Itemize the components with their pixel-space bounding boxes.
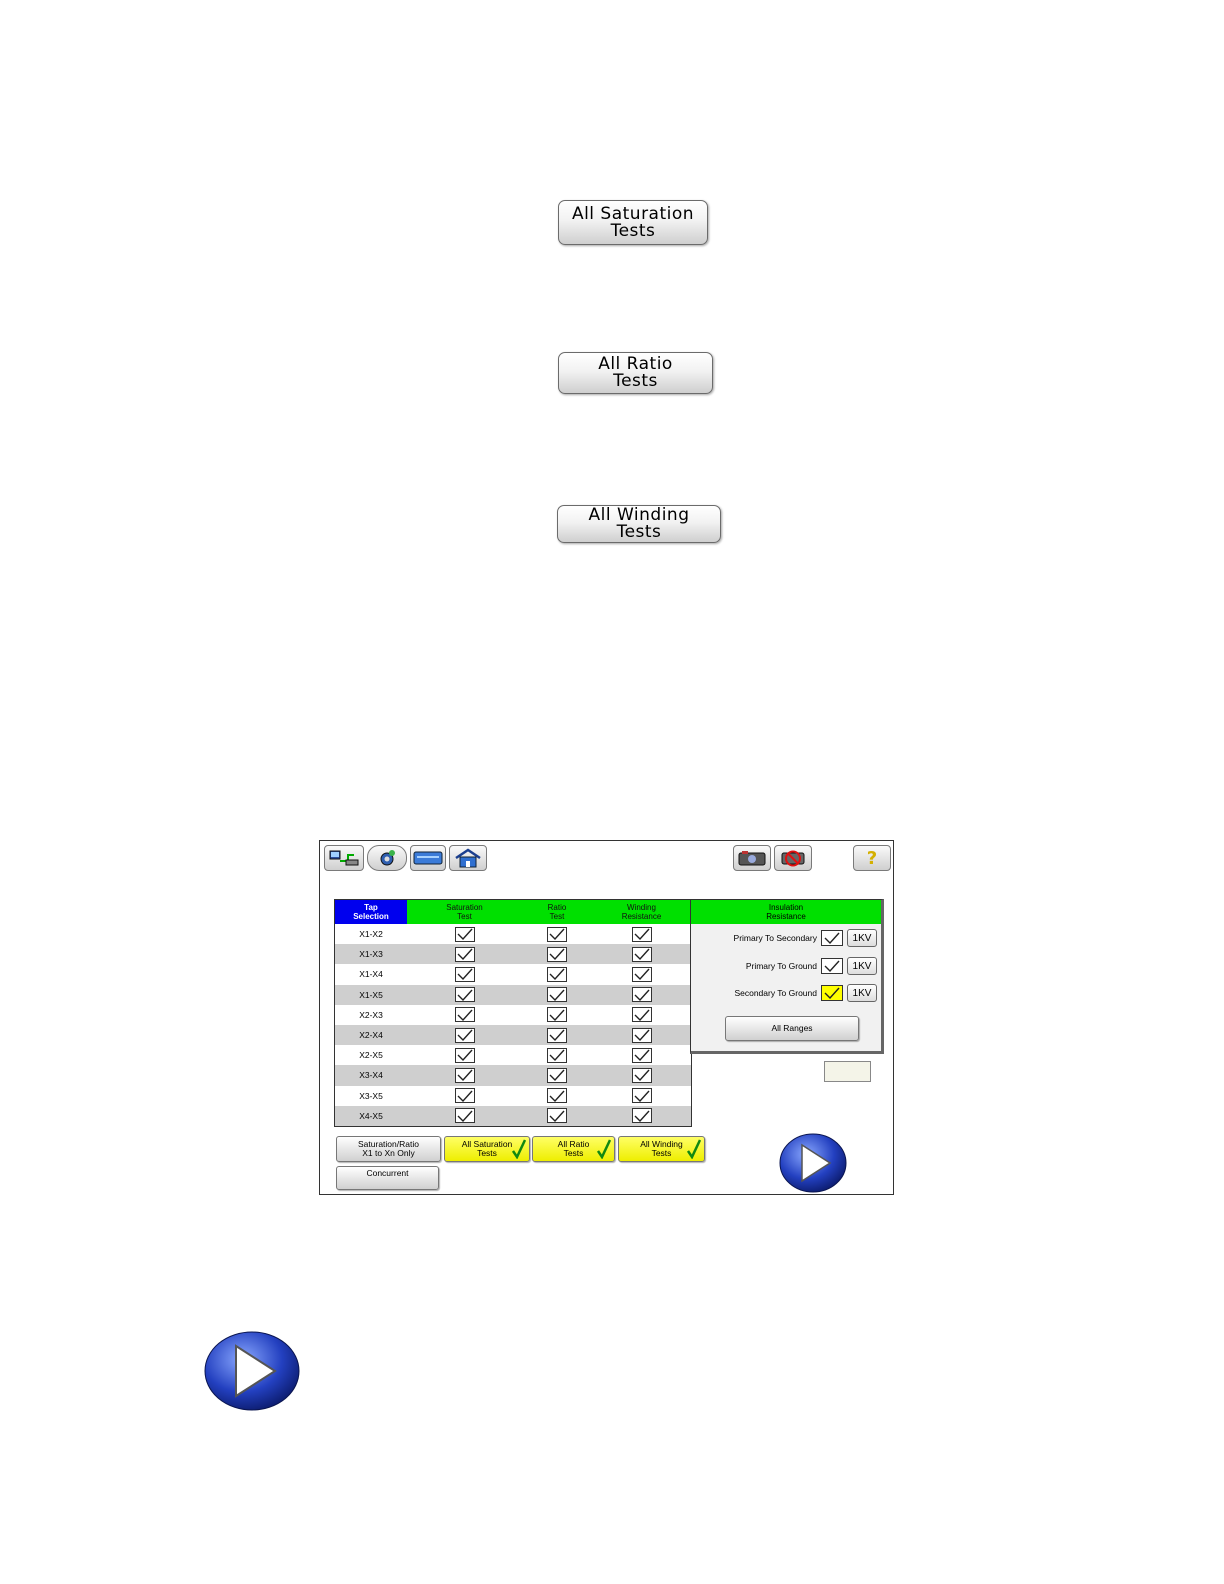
saturation-cell [407,987,522,1002]
tap-label: X2-X4 [359,1030,383,1041]
all-winding-tests-button[interactable] [557,505,721,543]
ratio-test-header[interactable]: Ratio Test [522,900,592,924]
ratio-cell [522,947,592,962]
saturation-checkbox[interactable] [455,1007,475,1022]
winding-checkbox[interactable] [632,1108,652,1123]
winding-checkbox[interactable] [632,947,652,962]
voltage-range-button[interactable]: 1KV [847,984,877,1002]
winding-checkbox[interactable] [632,1068,652,1083]
all-saturation-tests-toggle[interactable]: All Saturation Tests [444,1136,530,1162]
winding-cell [592,1088,691,1103]
ratio-checkbox[interactable] [547,1068,567,1083]
insulation-row [734,929,877,947]
help-button[interactable] [853,845,891,871]
all-winding-tests-toggle[interactable]: All Winding Tests [618,1136,705,1162]
all-ratio-line1: All Ratio [598,354,673,374]
tap-label: X1-X3 [359,949,383,960]
play-icon[interactable] [203,1330,301,1412]
empty-status-field [824,1061,871,1082]
table-row [335,1065,691,1085]
settings-icon [376,849,398,867]
camera-icon [737,849,767,867]
winding-resistance-header[interactable]: Winding Resistance [592,900,691,924]
all-saturation-tests-button[interactable] [558,200,708,245]
winding-cell [592,947,691,962]
insulation-checkbox[interactable] [821,985,843,1001]
ratio-cell [522,1068,592,1083]
help-icon: ? [866,847,878,869]
no-camera-icon [778,849,808,867]
winding-cell [592,1068,691,1083]
ratio-cell [522,1028,592,1043]
winding-checkbox[interactable] [632,1028,652,1043]
winding-cell [592,1028,691,1043]
tap-label: X1-X4 [359,969,383,980]
saturation-checkbox[interactable] [455,1108,475,1123]
ratio-checkbox[interactable] [547,1007,567,1022]
play-icon[interactable] [778,1133,848,1193]
saturation-cell [407,967,522,982]
table-row [335,985,691,1005]
insulation-checkbox[interactable] [821,930,843,946]
insulation-row [734,984,877,1002]
ratio-cell [522,967,592,982]
ratio-checkbox[interactable] [547,967,567,982]
winding-checkbox[interactable] [632,1088,652,1103]
concurrent-button[interactable]: Concurrent [336,1166,439,1190]
saturation-checkbox[interactable] [455,947,475,962]
saturation-cell [407,1088,522,1103]
all-ratio-line2: Tests [613,371,658,391]
ratio-cell [522,987,592,1002]
table-header-row [335,900,691,924]
ratio-checkbox[interactable] [547,947,567,962]
ratio-checkbox[interactable] [547,1048,567,1063]
voltage-range-button[interactable]: 1KV [847,929,877,947]
table-row [335,944,691,964]
table-row [335,1005,691,1025]
tap-label: X2-X3 [359,1009,383,1020]
ratio-cell [522,927,592,942]
saturation-checkbox[interactable] [455,987,475,1002]
tap-selection-header[interactable]: Tap Selection [335,900,407,924]
voltage-range-button[interactable]: 1KV [847,957,877,975]
connection-button[interactable] [324,845,364,871]
checkmark-icon [597,1139,611,1159]
winding-cell [592,1007,691,1022]
tap-label: X4-X5 [359,1110,383,1121]
saturation-checkbox[interactable] [455,967,475,982]
winding-cell [592,967,691,982]
table-row [335,1086,691,1106]
all-winding-line1: All Winding [588,505,690,525]
tap-label: X3-X4 [359,1070,383,1081]
saturation-cell [407,947,522,962]
tap-label: X2-X5 [359,1050,383,1061]
saturation-test-header[interactable]: Saturation Test [407,900,522,924]
ratio-cell [522,1088,592,1103]
all-ranges-label: All Ranges [771,1022,813,1033]
tap-selection-table [334,899,692,1127]
ratio-checkbox[interactable] [547,1088,567,1103]
all-winding-line2: Tests [616,522,662,542]
all-ratio-tests-button[interactable] [558,352,713,394]
tap-label: X3-X5 [359,1090,383,1101]
saturation-checkbox[interactable] [455,1068,475,1083]
winding-checkbox[interactable] [632,987,652,1002]
ratio-cell [522,1007,592,1022]
winding-checkbox[interactable] [632,1048,652,1063]
winding-cell [592,1108,691,1123]
test-card-icon [413,850,443,866]
saturation-cell [407,1028,522,1043]
winding-checkbox[interactable] [632,1007,652,1022]
insulation-label: Primary To Ground [745,961,817,971]
winding-cell [592,987,691,1002]
saturation-cell [407,1048,522,1063]
test-selection-screen [319,840,894,1195]
tap-rows [335,924,691,1126]
insulation-resistance-header: Insulation Resistance [691,900,881,924]
ratio-cell [522,1108,592,1123]
saturation-checkbox[interactable] [455,1048,475,1063]
ratio-checkbox[interactable] [547,927,567,942]
saturation-checkbox[interactable] [455,927,475,942]
insulation-label: Secondary To Ground [734,988,817,998]
no-camera-button[interactable] [774,845,812,871]
table-row [335,1106,691,1126]
all-ratio-tests-toggle[interactable]: All Ratio Tests [532,1136,615,1162]
camera-button[interactable] [733,845,771,871]
saturation-cell [407,1007,522,1022]
insulation-label: Primary To Secondary [733,933,817,943]
table-row [335,924,691,944]
settings-button[interactable] [367,845,407,871]
saturation-cell [407,1108,522,1123]
winding-cell [592,927,691,942]
saturation-checkbox[interactable] [455,1028,475,1043]
ratio-checkbox[interactable] [547,1108,567,1123]
insulation-row [746,957,877,975]
home-button[interactable] [449,845,487,871]
insulation-checkbox[interactable] [821,958,843,974]
table-row [335,1045,691,1065]
ratio-cell [522,1048,592,1063]
saturation-cell [407,1068,522,1083]
test-card-button[interactable] [410,845,446,871]
tap-label: X1-X5 [359,989,383,1000]
connection-icon [328,849,360,867]
all-saturation-line2: Tests [610,220,656,241]
checkmark-icon [687,1139,701,1159]
all-ranges-button[interactable] [725,1016,859,1041]
tap-label: X1-X2 [359,929,383,940]
home-icon [453,848,483,868]
all-saturation-line1: All Saturation [571,203,695,224]
saturation-cell [407,927,522,942]
saturation-checkbox[interactable] [455,1088,475,1103]
saturation-ratio-x1-only-button[interactable]: Saturation/Ratio X1 to Xn Only [336,1136,441,1162]
ratio-checkbox[interactable] [547,1028,567,1043]
winding-cell [592,1048,691,1063]
insulation-resistance-panel [690,899,884,1054]
winding-checkbox[interactable] [632,927,652,942]
ratio-checkbox[interactable] [547,987,567,1002]
table-row [335,1025,691,1045]
winding-checkbox[interactable] [632,967,652,982]
table-row [335,964,691,984]
checkmark-icon [512,1139,526,1159]
